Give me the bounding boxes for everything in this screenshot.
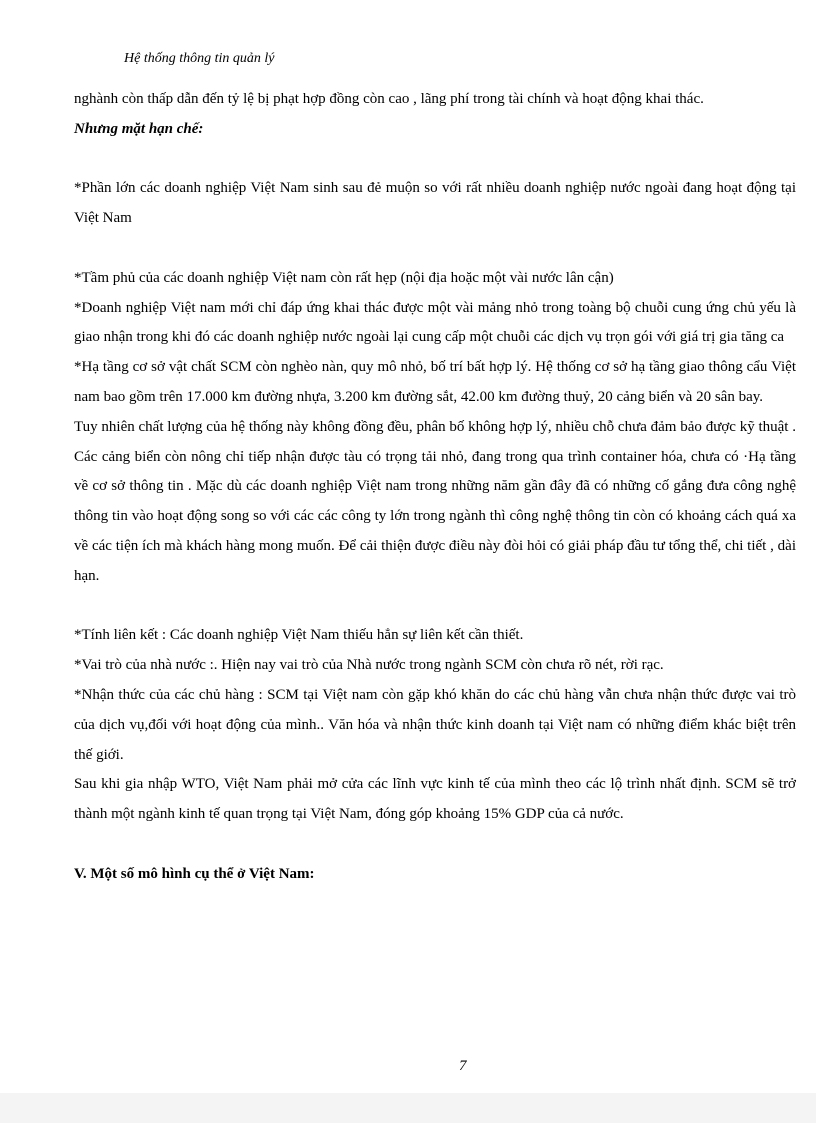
paragraph-state-role: *Vai trò của nhà nước :. Hiện nay vai trò của Nhà nước trong ngành SCM còn chưa rõ nét, rời rạc. [74,657,664,674]
paragraph-infrastructure: *Hạ tầng cơ sở vật chất SCM còn nghèo nàn, quy mô nhỏ, bố trí bất hợp lý. Hệ thống cơ sở hạ tầng giao thông cẩu Việt nam bao gồm trên 17.000 km đường nhựa, 3.200 km đường sắt, 42.00 km đường thuỷ, 20 cảng biển và 20 sân bay. [74,359,796,405]
blank-line [74,145,796,175]
paragraph-late-start: *Phần lớn các doanh nghiệp Việt Nam sinh sau đẻ muộn so với rất nhiều doanh nghiệp nước ngoài đang hoạt động tại Việt Nam [74,180,796,227]
paragraph-coverage: *Tầm phủ của các doanh nghiệp Việt nam còn rất hẹp (nội địa hoặc một vài nước lân cận) [74,269,614,286]
paragraph-intro: nghành còn thấp dẫn đến tỷ lệ bị phạt hợp đồng còn cao , lãng phí trong tài chính và hoạt động khai thác. [74,91,704,107]
paragraph-wto: Sau khi gia nhập WTO, Việt Nam phải mở cửa các lĩnh vực kinh tế của mình theo các lộ trình nhất định. SCM sẽ trở thành một ngành kinh tế quan trọng tại Việt Nam, đóng góp khoảng 15% GDP của cả nước. [74,776,796,823]
section-heading-limitations: Nhưng mặt hạn chế: [74,120,204,137]
paragraph-supply-chain: *Doanh nghiệp Việt nam mới chỉ đáp ứng khai thác được một vài mảng nhỏ trong toàng bộ chuỗi cung ứng chủ yếu là giao nhận trong khi đó các doanh nghiệp nước ngoài lại cung cấp một chuỗi các dịch vụ trọn gói với giá trị gia tăng ca [74,299,796,346]
blank-line [74,830,796,860]
blank-line [74,234,796,264]
running-header: Hệ thống thông tin quản lý [124,51,275,66]
paragraph-owner-awareness: *Nhận thức của các chủ hàng : SCM tại Việt nam còn gặp khó khăn do các chủ hàng vẫn chưa nhận thức được vai trò của dịch vụ,đối với hoạt động của mình.. Văn hóa và nhận thức kinh doanh tại Việt nam có những điểm khác biệt trên thế giới. [74,686,796,763]
section-heading-models: V. Một số mô hình cụ thể ở Việt Nam: [74,865,315,882]
paragraph-linkage: *Tính liên kết : Các doanh nghiệp Việt Nam thiếu hẳn sự liên kết cần thiết. [74,627,524,644]
blank-line [74,592,796,622]
document-body [74,85,796,890]
page-number: 7 [459,1058,467,1074]
page-bottom-strip [0,1093,816,1123]
paragraph-quality: Tuy nhiên chất lượng của hệ thống này không đồng đều, phân bố không hợp lý, nhiều chỗ chưa đảm bảo được kỹ thuật . Các cảng biển còn nông chỉ tiếp nhận được tàu có trọng tải nhỏ, đang trong qua trình container hóa, chưa có ·Hạ tầng về cơ sở thông tin . Mặc dù các doanh nghiệp Việt nam trong những năm gần đây đã có những cố gắng đưa công nghệ thông tin vào hoạt động song so với các các công ty lớn trong ngành thì công nghệ thông tin còn có khoảng cách quá xa về các tiện ích mà khách hàng mong muốn. Để cải thiện được điều này đòi hỏi có giải pháp đầu tư tổng thể, chi tiết , dài hạn. [74,418,796,584]
